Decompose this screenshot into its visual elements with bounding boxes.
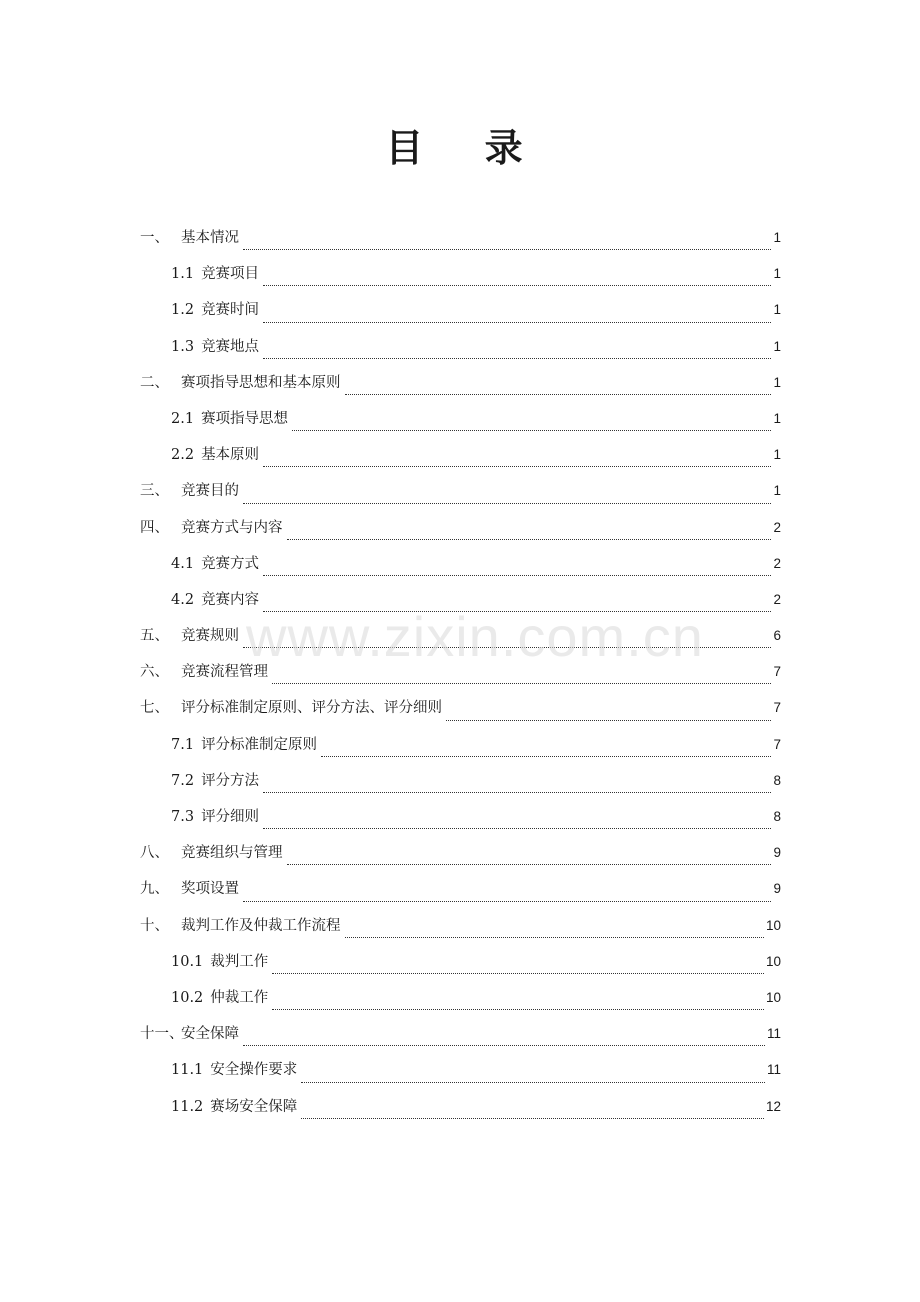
toc-entry-label: 仲裁工作 <box>210 989 269 1006</box>
toc-entry-page-number: 10 <box>765 917 781 933</box>
toc-entry-label: 竞赛目的 <box>181 483 239 500</box>
toc-dot-leader <box>287 538 772 540</box>
toc-entry-label: 赛项指导思想 <box>201 410 289 427</box>
toc-entry[interactable] <box>140 1095 781 1131</box>
toc-dot-leader <box>263 574 771 576</box>
toc-entry-label: 竞赛规则 <box>181 628 239 645</box>
toc-entry-number: 二、 <box>140 374 169 391</box>
toc-entry-number: 三、 <box>140 483 169 500</box>
toc-entry[interactable] <box>140 1022 781 1058</box>
toc-entry-label: 安全操作要求 <box>210 1062 298 1079</box>
toc-entry-page-number: 11 <box>766 1062 781 1078</box>
toc-entry-number: 10.1 <box>171 953 204 970</box>
toc-entry[interactable] <box>140 1058 781 1094</box>
toc-entry-number: 2.1 <box>171 410 195 427</box>
toc-entry-label: 竞赛方式与内容 <box>181 519 283 536</box>
toc-entry-label: 评分方法 <box>201 772 260 789</box>
toc-entry-label: 评分细则 <box>201 809 260 825</box>
toc-entry-label: 竞赛地点 <box>201 338 260 355</box>
toc-entry-page-number: 1 <box>773 266 781 282</box>
toc-entry-label: 裁判工作 <box>210 953 269 970</box>
toc-entry-label: 基本情况 <box>181 230 239 246</box>
toc-entry[interactable] <box>140 877 781 913</box>
toc-entry[interactable] <box>140 407 781 443</box>
toc-entry-number: 4.2 <box>171 591 195 608</box>
toc-dot-leader <box>446 719 771 721</box>
toc-entry-page-number: 12 <box>765 1098 781 1114</box>
toc-entry-number: 七、 <box>140 700 169 717</box>
toc-entry-page-number: 2 <box>773 555 781 571</box>
toc-entry-page-number: 11 <box>766 1026 781 1042</box>
toc-entry[interactable] <box>140 262 781 298</box>
toc-dot-leader <box>263 610 771 612</box>
toc-entry-number: 11.2 <box>171 1098 204 1115</box>
toc-entry[interactable] <box>140 552 781 588</box>
toc-entry-page-number: 1 <box>773 374 781 390</box>
toc-dot-leader <box>345 393 772 395</box>
toc-dot-leader <box>243 248 771 250</box>
toc-entry-page-number: 6 <box>773 628 781 644</box>
toc-dot-leader <box>321 755 771 757</box>
toc-dot-leader <box>272 972 764 974</box>
toc-entry-page-number: 1 <box>773 338 781 354</box>
toc-entry-number: 八、 <box>140 845 169 862</box>
toc-dot-leader <box>243 646 771 648</box>
toc-dot-leader <box>292 429 771 431</box>
toc-entry-page-number: 7 <box>773 700 781 716</box>
toc-entry[interactable] <box>140 443 781 479</box>
toc-entry-number: 九、 <box>140 881 169 898</box>
toc-entry-label: 竞赛时间 <box>201 302 260 319</box>
toc-entry-number: 7.3 <box>171 809 195 825</box>
toc-dot-leader <box>263 791 771 793</box>
toc-entry-page-number: 9 <box>773 881 781 897</box>
toc-entry-number: 1.2 <box>171 302 195 319</box>
toc-entry-page-number: 7 <box>773 736 781 752</box>
toc-entry-number: 11.1 <box>171 1062 204 1079</box>
toc-entry-page-number: 8 <box>773 772 781 788</box>
toc-entry-label: 赛项指导思想和基本原则 <box>181 374 341 391</box>
toc-entry-page-number: 2 <box>773 519 781 535</box>
toc-entry[interactable] <box>140 624 781 660</box>
toc-dot-leader <box>263 827 771 829</box>
toc-entry-number: 10.2 <box>171 989 204 1006</box>
toc-entry-label: 评分标准制定原则、评分方法、评分细则 <box>181 700 442 717</box>
toc-entry-number: 1.1 <box>171 266 195 283</box>
toc-entry[interactable] <box>140 516 781 552</box>
toc-entry-page-number: 10 <box>765 953 781 969</box>
toc-entry-number: 四、 <box>140 519 169 536</box>
toc-dot-leader <box>272 1008 764 1010</box>
toc-entry[interactable] <box>140 660 781 696</box>
toc-dot-leader <box>263 357 771 359</box>
toc-entry[interactable] <box>140 841 781 877</box>
toc-entry-label: 赛场安全保障 <box>210 1098 298 1115</box>
toc-entry-page-number: 1 <box>773 447 781 463</box>
toc-entry-page-number: 1 <box>773 302 781 318</box>
toc-entry[interactable] <box>140 986 781 1022</box>
watermark: www.zixin.com.cn <box>246 605 704 668</box>
toc-entry-page-number: 8 <box>773 809 781 824</box>
toc-entry-label: 竞赛内容 <box>201 591 260 608</box>
toc-entry-page-number: 7 <box>773 664 781 680</box>
toc-entry-label: 竞赛方式 <box>201 555 260 572</box>
toc-dot-leader <box>272 682 771 684</box>
toc-entry[interactable] <box>140 805 781 841</box>
toc-title: 目 录 <box>385 125 547 170</box>
toc-entry-page-number: 1 <box>773 410 781 426</box>
toc-entry[interactable] <box>140 696 781 732</box>
toc-entry-number: 六、 <box>140 664 169 681</box>
toc-entry-number: 7.2 <box>171 772 195 789</box>
toc-dot-leader <box>243 1044 765 1046</box>
toc-entry[interactable] <box>140 950 781 986</box>
toc-dot-leader <box>243 502 771 504</box>
toc-dot-leader <box>243 900 771 902</box>
toc-entry-page-number: 1 <box>773 230 781 245</box>
toc-entry-number: 十、 <box>140 917 169 934</box>
toc-entry[interactable] <box>140 298 781 334</box>
toc-entry[interactable] <box>140 733 781 769</box>
toc-dot-leader <box>263 284 771 286</box>
toc-entry-label: 奖项设置 <box>181 881 239 898</box>
toc-entry-label: 基本原则 <box>201 447 260 464</box>
toc-entry[interactable] <box>140 479 781 515</box>
toc-entry-number: 十一、 <box>140 1026 184 1043</box>
toc-entry-label: 竞赛组织与管理 <box>181 845 283 862</box>
toc-dot-leader <box>263 321 771 323</box>
toc-entry-label: 裁判工作及仲裁工作流程 <box>181 917 341 934</box>
toc-entry-number: 7.1 <box>171 736 195 753</box>
toc-entry-page-number: 9 <box>773 845 781 861</box>
toc-entry-page-number: 2 <box>773 591 781 607</box>
toc-entry[interactable] <box>140 588 781 624</box>
toc-entry-number: 五、 <box>140 628 169 645</box>
toc-dot-leader <box>345 936 764 938</box>
toc-entry-number: 4.1 <box>171 555 195 572</box>
toc-entry-page-number: 1 <box>773 483 781 499</box>
toc-entry-label: 竞赛项目 <box>201 266 260 283</box>
toc-entry-label: 竞赛流程管理 <box>181 664 268 681</box>
toc-entry-label: 安全保障 <box>181 1026 239 1043</box>
toc-dot-leader <box>301 1081 765 1083</box>
toc-entry[interactable] <box>140 914 781 950</box>
toc-entry-number: 1.3 <box>171 338 195 355</box>
toc-entry[interactable] <box>140 769 781 805</box>
toc-entry-number: 2.2 <box>171 447 195 464</box>
toc-entry[interactable] <box>140 335 781 371</box>
toc-entry-label: 评分标准制定原则 <box>201 736 318 753</box>
toc-entry[interactable] <box>140 371 781 407</box>
toc-dot-leader <box>287 863 772 865</box>
toc-dot-leader <box>263 465 771 467</box>
toc-entry-number: 一、 <box>140 230 169 246</box>
toc-entry[interactable] <box>140 226 781 262</box>
toc-entry-page-number: 10 <box>765 989 781 1005</box>
toc-dot-leader <box>301 1117 764 1119</box>
table-of-contents <box>140 226 781 1131</box>
